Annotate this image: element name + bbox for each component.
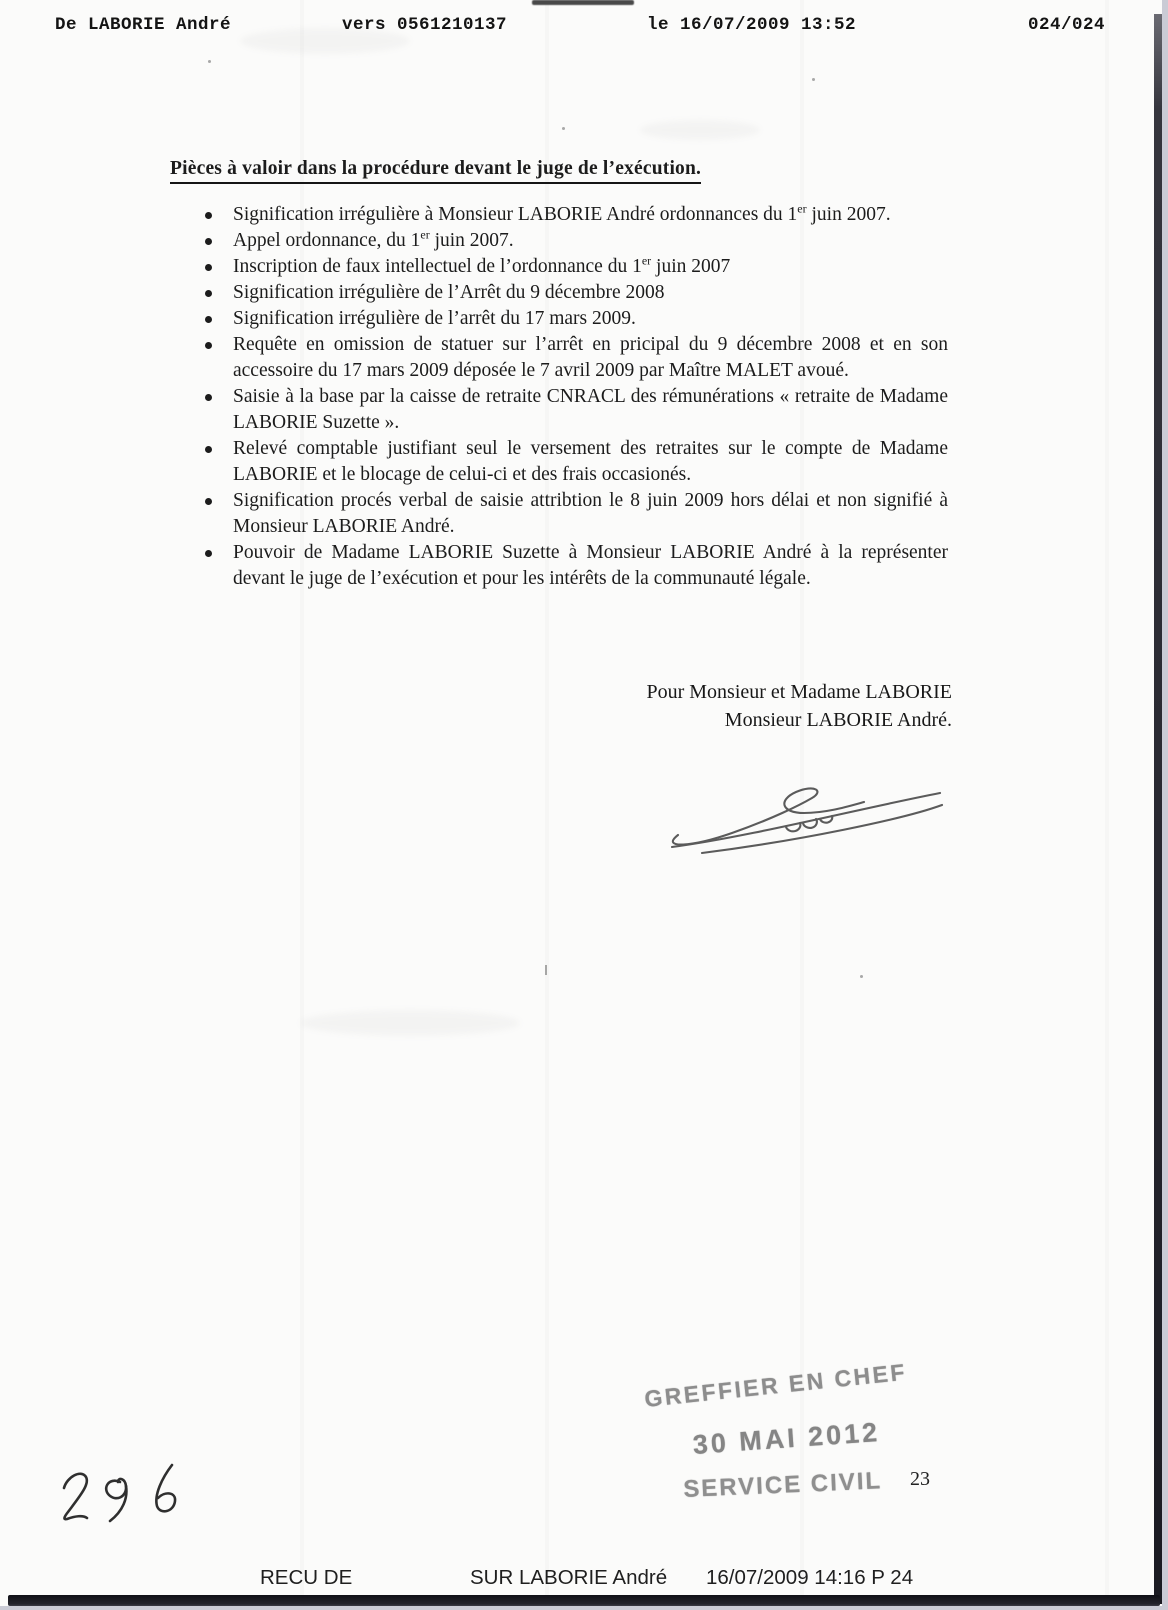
- fax-header-to: vers 0561210137: [342, 15, 508, 35]
- stamp-date: 30 MAI 2012: [691, 1416, 882, 1461]
- bullet-item: Requête en omission de statuer sur l’arrêt en pricipal du 9 décembre 2008 et en son accessoire du 17 mars 2009 déposée le 7 avril 2009 par Maître MALET avoué.: [200, 332, 948, 384]
- footer-recu-label: RECU DE: [260, 1566, 353, 1589]
- fax-header-page-counter: 024/024: [1028, 15, 1106, 35]
- stamp-service-civil: SERVICE CIVIL: [682, 1467, 883, 1504]
- stamp-greffier-en-chef: GREFFIER EN CHEF: [643, 1358, 909, 1413]
- bullet-item: Appel ordonnance, du 1er juin 2007.: [200, 228, 948, 254]
- signature-icon: [668, 783, 946, 855]
- scan-smudge: [640, 120, 760, 140]
- bullet-item: Signification irrégulière de l’Arrêt du 9 décembre 2008: [200, 280, 948, 306]
- bullet-item: Relevé comptable justifiant seul le versement des retraites sur le compte de Madame LABORIE et le blocage de celui-ci et des frais occasionés.: [200, 436, 948, 488]
- fax-header-datetime: le 16/07/2009 13:52: [647, 15, 857, 35]
- closing-block: [510, 678, 952, 734]
- scan-speck: [208, 60, 211, 63]
- scan-speck: [812, 78, 815, 81]
- footer-datetime-page: 16/07/2009 14:16 P 24: [706, 1566, 914, 1589]
- scan-speck: [545, 965, 547, 975]
- closing-line-1: Pour Monsieur et Madame LABORIE: [646, 681, 952, 703]
- scan-streak: [1105, 0, 1109, 1595]
- bullet-item: Inscription de faux intellectuel de l’ordonnance du 1er juin 2007: [200, 254, 948, 280]
- page-number: 23: [910, 1468, 930, 1490]
- fax-header-from: De LABORIE André: [55, 15, 232, 35]
- bullet-list: [200, 202, 948, 592]
- closing-line-2: Monsieur LABORIE André.: [724, 709, 952, 731]
- footer-sender: SUR LABORIE André: [470, 1566, 668, 1589]
- scan-edge-bottom: [8, 1595, 1160, 1606]
- bullet-item: Saisie à la base par la caisse de retraite CNRACL des rémunérations « retraite de Madame LABORIE Suzette ».: [200, 384, 948, 436]
- scan-edge-right: [1154, 14, 1162, 1604]
- handwritten-number-296: [52, 1452, 192, 1537]
- scan-speck: [562, 127, 565, 130]
- bullet-item: Signification irrégulière à Monsieur LABORIE André ordonnances du 1er juin 2007.: [200, 202, 948, 228]
- bullet-item: Pouvoir de Madame LABORIE Suzette à Monsieur LABORIE André à la représenter devant le juge de l’exécution et pour les intérêts de la communauté légale.: [200, 540, 948, 592]
- scan-smudge: [300, 1010, 520, 1036]
- document-title: Pièces à valoir dans la procédure devant le juge de l’exécution.: [170, 158, 701, 184]
- scan-speck: [860, 975, 863, 978]
- bullet-item: Signification procés verbal de saisie attribtion le 8 juin 2009 hors délai et non signifié à Monsieur LABORIE André.: [200, 488, 948, 540]
- bullet-item: Signification irrégulière de l’arrêt du 17 mars 2009.: [200, 306, 948, 332]
